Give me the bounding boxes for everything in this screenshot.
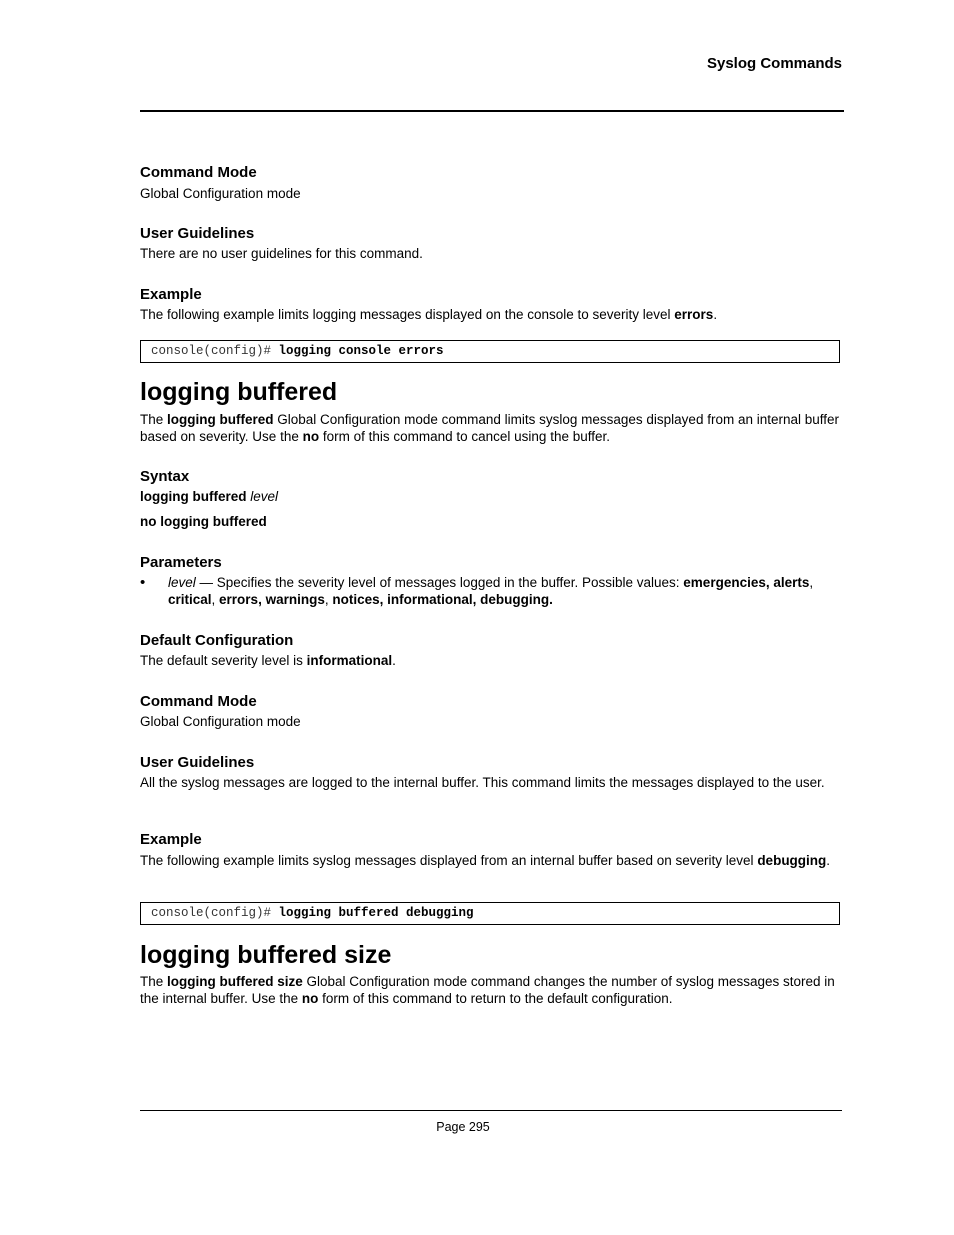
logging-buffered-intro: The logging buffered Global Configuration mode command limits syslog messages displayed from an internal buffer based on severity. Use the no form of this command to cancel using the buffer.	[140, 412, 840, 444]
default-configuration-text: The default severity level is informational.	[140, 653, 396, 668]
code-example-buffered-debugging: console(config)# logging buffered debugging	[140, 902, 840, 925]
command-mode-text: Global Configuration mode	[140, 714, 301, 729]
example-heading: Example	[140, 831, 202, 848]
parameter-level: level — Specifies the severity level of messages logged in the buffer. Possible values: emergencies, alerts, critical, errors, warnings, notices, informational, debugging.	[168, 575, 814, 607]
user-guidelines-heading: User Guidelines	[140, 754, 255, 771]
code-example-console-errors: console(config)# logging console errors	[140, 340, 840, 363]
command-mode-heading: Command Mode	[140, 693, 257, 710]
footer-rule	[140, 1110, 842, 1111]
command-mode-text: Global Configuration mode	[140, 186, 301, 201]
example-text: The following example limits logging messages displayed on the console to severity level errors.	[140, 307, 718, 322]
section-title-logging-buffered: logging buffered	[140, 378, 338, 406]
logging-buffered-size-intro: The logging buffered size Global Configuration mode command changes the number of syslog messages stored in the internal buffer. Use the no form of this command to return to the default configuration.	[140, 974, 835, 1006]
header-rule	[140, 110, 844, 112]
running-header: Syslog Commands	[706, 55, 842, 72]
page-number: Page 295	[436, 1120, 490, 1134]
example-heading: Example	[140, 286, 202, 303]
user-guidelines-text: All the syslog messages are logged to the internal buffer. This command limits the messages displayed to the user.	[140, 775, 825, 790]
bullet-icon: •	[140, 574, 146, 591]
syntax-line-2: no logging buffered	[140, 514, 267, 529]
default-configuration-heading: Default Configuration	[140, 632, 294, 649]
syntax-heading: Syntax	[140, 468, 190, 485]
parameters-heading: Parameters	[140, 554, 222, 571]
syntax-line-1: logging buffered level	[140, 489, 279, 504]
command-mode-heading: Command Mode	[140, 164, 257, 181]
example-text: The following example limits syslog messages displayed from an internal buffer based on severity level debugging.	[140, 853, 831, 868]
user-guidelines-text: There are no user guidelines for this command.	[140, 246, 423, 261]
user-guidelines-heading: User Guidelines	[140, 225, 255, 242]
section-title-logging-buffered-size: logging buffered size	[140, 941, 392, 969]
